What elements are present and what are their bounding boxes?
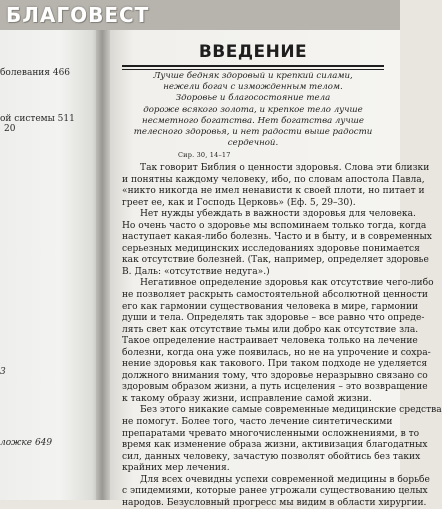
body-line: Негативное определение здоровья как отсутствие чего-либо	[140, 278, 434, 289]
left-page	[0, 0, 100, 500]
body-line: Так говорит Библия о ценности здоровья. Слова эти близки	[140, 163, 430, 173]
body-line: к такому образу жизни, исправление самой жизни.	[122, 393, 372, 404]
epigraph	[122, 71, 384, 149]
body-line: сил, данных человеку, зачастую позволят обойтись без таких	[122, 451, 421, 462]
title-rule-thick	[122, 65, 384, 67]
body-line: наступает какая-либо болезнь. Часто и в быту, и в современных	[122, 232, 432, 243]
body-line: греет ее, как и Господь Церковь» (Еф. 5, 29–30).	[122, 197, 356, 208]
left-page-line: болевания 466	[0, 68, 71, 78]
epigraph-line: несметного богатства. Нет богатства лучше	[142, 115, 364, 126]
body-line: болезни, когда она уже появилась, но не на упрочение и сохра-	[122, 347, 431, 358]
left-page-line: ой системы 511	[0, 114, 75, 124]
body-line: здоровым образом жизни, а путь исцеления – это возвращение	[122, 382, 428, 393]
body-line: народов. Безусловный прогресс мы видим в области хирургии.	[122, 497, 427, 508]
body-line: Для всех очевидны успехи современной медицины в борьбе	[140, 474, 430, 485]
body-text	[122, 163, 442, 509]
body-line: серьезных медицинских исследованиях здоровье понимается	[122, 243, 420, 254]
body-line: не помогут. Более того, часто лечение синтетическими	[122, 417, 393, 428]
body-line: крайних мер лечения.	[122, 463, 230, 474]
body-line: нение здоровья как такового. При таком подходе не уделяется	[122, 359, 428, 370]
body-line: с эпидемиями, которые ранее угрожали существованию целых	[122, 486, 428, 497]
watermark-banner	[0, 0, 400, 30]
title-rule-thin	[122, 69, 384, 70]
body-line: души и тела. Определять так здоровье – все равно что опреде-	[122, 313, 425, 324]
body-line: «никто никогда не имел ненависти к своей плоти, но питает и	[122, 186, 425, 197]
epigraph-line: телесного здоровья, и нет радости выше радости	[133, 127, 373, 138]
epigraph-line: дороже всякого золота, и крепкое тело лучше	[143, 104, 363, 115]
watermark-text: БЛАГОВЕСТ	[6, 3, 150, 27]
epigraph-line: нежели богач с изможденным телом.	[163, 82, 343, 93]
body-line: и понятны каждому человеку, ибо, по словам апостола Павла,	[122, 174, 425, 185]
body-line: не позволяет раскрыть самостоятельной абсолютной ценности	[122, 290, 428, 301]
epigraph-line: сердечной.	[227, 138, 279, 149]
body-line: должного внимания тому, что здоровье неразрывно связано со	[122, 370, 428, 381]
body-line: лять свет как отсутствие тьмы или добро как отсутствие зла.	[122, 324, 419, 335]
body-line: В. Даль: «отсутствие недуга».)	[122, 266, 270, 277]
book-gutter	[96, 0, 110, 500]
body-line: время как изменение образа жизни, активизация благодатных	[122, 440, 428, 451]
body-line: Но очень часто о здоровье мы вспоминаем только тогда, когда	[122, 220, 427, 231]
left-page-line: ложке 649	[0, 438, 53, 448]
left-page-line: 3	[0, 367, 6, 377]
epigraph-line: Лучше бедняк здоровый и крепкий силами,	[153, 71, 353, 81]
body-line: как отсутствие болезней. (Так, например, определяет здоровье	[122, 255, 429, 266]
left-page-line: 20	[4, 124, 16, 134]
epigraph-line: Здоровье и благосостояние тела	[175, 93, 331, 104]
body-line: Такое определение настраивает человека только на лечение	[122, 336, 418, 347]
body-line: Без этого никакие самые современные медицинские средства	[140, 405, 442, 416]
body-line: его как гармонии существования человека в мире, гармонии	[122, 301, 419, 312]
body-line: Нет нужды убеждать в важности здоровья для человека.	[140, 209, 416, 220]
chapter-title: ВВЕДЕНИЕ	[198, 42, 308, 62]
epigraph-source: Сир. 30, 14–17	[178, 151, 231, 159]
body-line: препаратами чревато многочисленными осложнениями, в то	[122, 428, 420, 439]
